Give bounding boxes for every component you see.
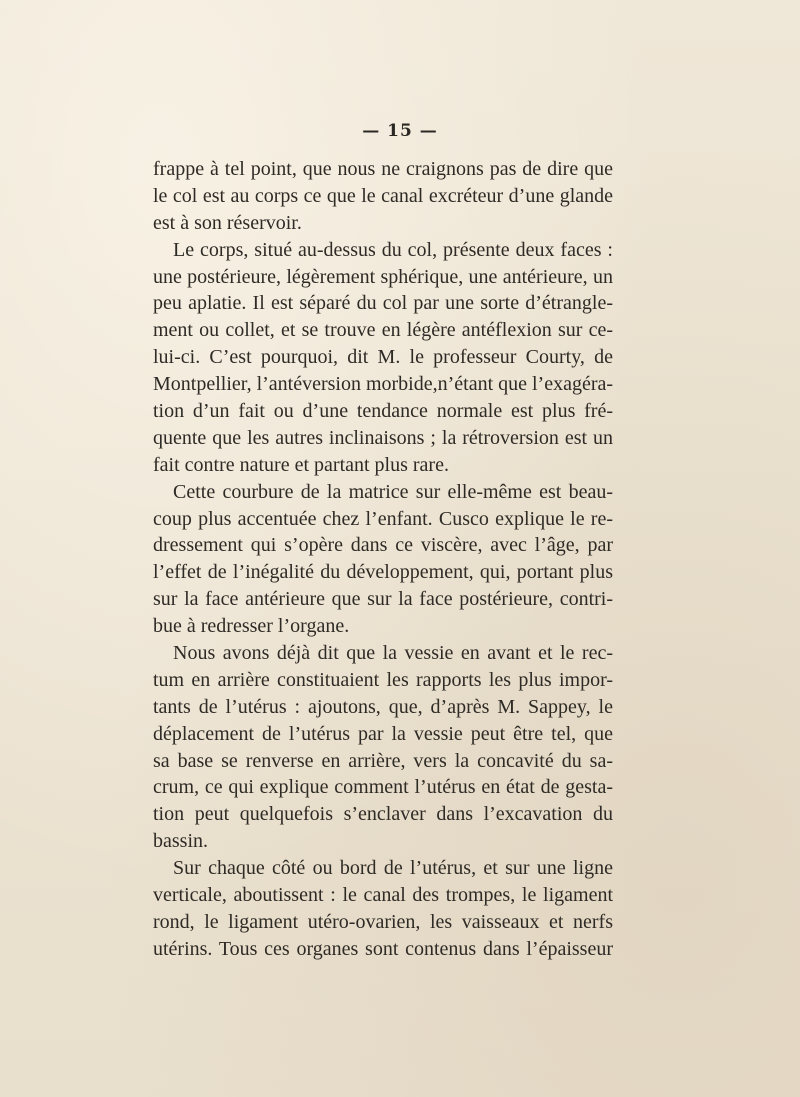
text-line: bue à redresser l’organe.	[153, 615, 350, 638]
text-line: Nous avons déjà dit que la vessie en avant et le rec-	[173, 642, 613, 665]
body-text	[153, 156, 613, 963]
text-line: Montpellier, l’antéversion morbide,n’étant que l’exagéra-	[153, 373, 614, 396]
text-line: utérins. Tous ces organes sont contenus dans l’épaisseur	[153, 937, 613, 960]
text-line: Le corps, situé au-dessus du col, présente deux faces :	[173, 238, 613, 261]
text-line: crum, ce qui explique comment l’utérus en état de gesta-	[153, 776, 613, 799]
text-line: sa base se renverse en arrière, vers la concavité du sa-	[153, 749, 613, 772]
text-line: verticale, aboutissent : le canal des trompes, le ligament	[153, 884, 613, 907]
text-line: bassin.	[153, 830, 208, 853]
text-line: tants de l’utérus : ajoutons, que, d’après M. Sappey, le	[153, 695, 613, 718]
text-line: le col est au corps ce que le canal excréteur d’une glande	[153, 184, 613, 207]
text-line: l’effet de l’inégalité du développement, qui, portant plus	[153, 561, 613, 584]
text-line: tum en arrière constituaient les rapports les plus impor-	[153, 668, 613, 691]
text-line: frappe à tel point, que nous ne craignons pas de dire que	[153, 158, 613, 180]
text-line: déplacement de l’utérus par la vessie peut être tel, que	[153, 722, 613, 745]
text-line: est à son réservoir.	[153, 211, 302, 234]
text-line: sur la face antérieure que sur la face postérieure, contri-	[153, 588, 613, 611]
text-line: ment ou collet, et se trouve en légère antéflexion sur ce-	[153, 319, 613, 342]
text-line: Cette courbure de la matrice sur elle-même est beau-	[173, 480, 613, 503]
text-line: coup plus accentuée chez l’enfant. Cusco explique le re-	[153, 507, 613, 530]
text-line: tion d’un fait ou d’une tendance normale est plus fré-	[153, 400, 613, 423]
text-line: lui-ci. C’est pourquoi, dit M. le professeur Courty, de	[153, 346, 613, 369]
text-line: peu aplatie. Il est séparé du col par une sorte d’étrangle-	[153, 292, 613, 315]
text-line: quente que les autres inclinaisons ; la rétroversion est un	[153, 426, 613, 449]
page-number: — 15 —	[362, 121, 438, 141]
text-line: rond, le ligament utéro-ovarien, les vaisseaux et nerfs	[153, 910, 613, 933]
text-line: fait contre nature et partant plus rare.	[153, 453, 449, 476]
text-line: Sur chaque côté ou bord de l’utérus, et sur une ligne	[173, 857, 613, 880]
text-line: une postérieure, légèrement sphérique, une antérieure, un	[153, 265, 613, 288]
text-line: tion peut quelquefois s’enclaver dans l’excavation du	[153, 803, 613, 826]
text-line: dressement qui s’opère dans ce viscère, avec l’âge, par	[153, 534, 613, 557]
